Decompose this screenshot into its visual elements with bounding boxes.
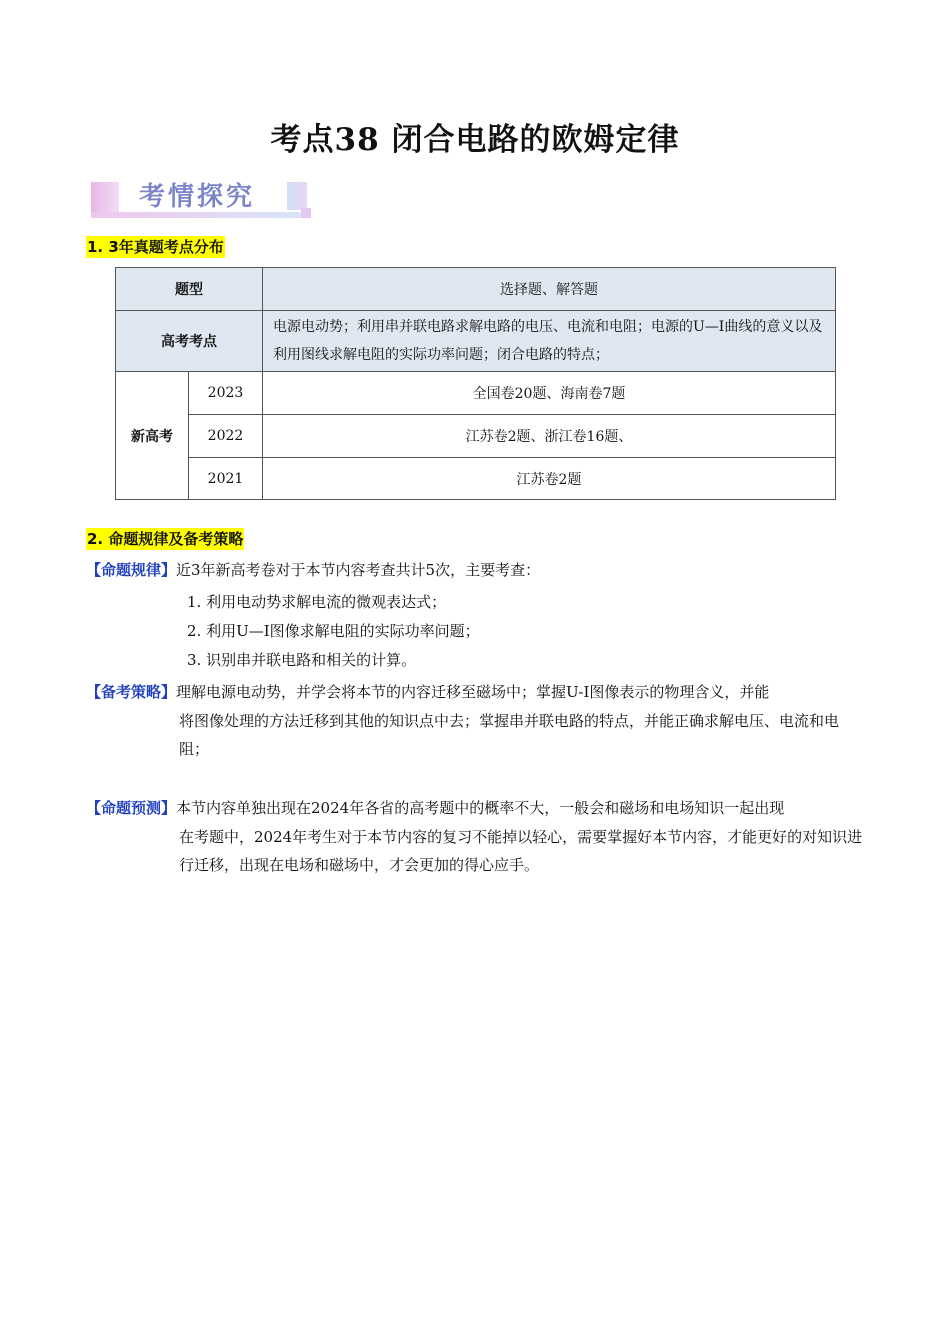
table-row	[116, 415, 836, 458]
type-label-cell: 题型	[116, 268, 263, 311]
rule-item: 1. 利用电动势求解电流的微观表达式；	[187, 593, 447, 611]
forecast-text-continued: 在考题中，2024年考生对于本节内容的复习不能掉以轻心，需要掌握好本节内容，才能更好的对知识进行迁移，出现在电场和磁场中，才会更加的得心应手。	[179, 828, 863, 874]
section2-heading: 2. 命题规律及备考策略	[87, 530, 244, 548]
exam-cell: 全国卷20题、海南卷7题	[263, 372, 836, 415]
forecast-line-1: 本节内容单独出现在2024年各省的高考题中的概率不大，一般会和磁场和电场知识一起出现	[176, 799, 785, 817]
strategy-tag: 【备考策略】	[86, 683, 177, 701]
rule-item: 2. 利用U—I图像求解电阻的实际功率问题；	[187, 622, 480, 640]
type-value-cell: 选择题、解答题	[263, 268, 836, 311]
exam-cell: 江苏卷2题	[263, 458, 836, 500]
strategy-paragraph	[86, 678, 866, 706]
table-row	[116, 458, 836, 500]
year-cell: 2023	[189, 372, 263, 415]
page-title: 考点38 闭合电路的欧姆定律	[270, 122, 680, 158]
rule-tag: 【命题规律】	[86, 561, 177, 579]
banner-title: 考情探究	[139, 182, 256, 212]
exam-cell: 江苏卷2题、浙江卷16题、	[263, 415, 836, 458]
exam-distribution-table	[115, 267, 836, 500]
year-cell: 2021	[189, 458, 263, 500]
year-cell: 2022	[189, 415, 263, 458]
banner-decoration-right	[287, 182, 307, 210]
section1-heading: 1. 3年真题考点分布	[87, 238, 224, 256]
banner-decoration-dot	[301, 208, 311, 218]
strategy-line-1: 理解电源电动势，并学会将本节的内容迁移至磁场中；掌握U-I图像表示的物理含义，并能	[176, 683, 770, 701]
table-row-type	[116, 268, 836, 311]
rule-item: 3. 识别串并联电路和相关的计算。	[187, 651, 417, 669]
group-label-cell: 新高考	[116, 372, 189, 500]
points-value-cell: 电源电动势；利用串并联电路求解电路的电压、电流和电阻；电源的U—I曲线的意义以及利用图线求解电阻的实际功率问题；闭合电路的特点；	[263, 311, 836, 372]
banner-decoration-left	[91, 182, 119, 212]
table-row-points	[116, 311, 836, 372]
section-banner	[91, 178, 313, 222]
rule-paragraph	[86, 556, 866, 584]
rule-text: 近3年新高考卷对于本节内容考查共计5次，主要考查：	[176, 561, 541, 579]
forecast-paragraph	[86, 794, 866, 822]
table-row	[116, 372, 836, 415]
points-label-cell: 高考考点	[116, 311, 263, 372]
strategy-text-continued: 将图像处理的方法迁移到其他的知识点中去；掌握串并联电路的特点，并能正确求解电压、电流和电阻；	[179, 712, 840, 758]
forecast-tag: 【命题预测】	[86, 799, 177, 817]
